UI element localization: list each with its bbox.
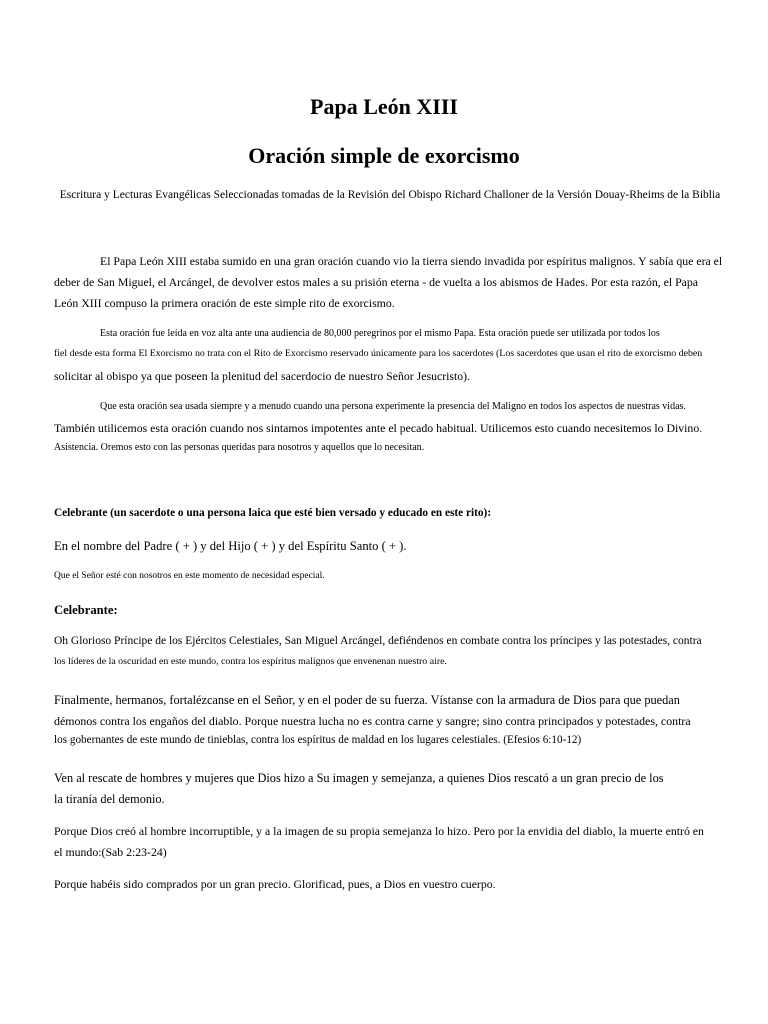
intro-p1-line-3: León XIII compuso la primera oración de este simple rito de exorcismo. — [54, 296, 395, 310]
ephesians-line-1: Finalmente, hermanos, fortalézcanse en el Señor, y en el poder de su fuerza. Vístanse con la armadura de Dios para que puedan — [54, 693, 680, 707]
response: Que el Señor esté con nosotros en este momento de necesidad especial. — [54, 571, 325, 581]
rescue-line-2: la tiranía del demonio. — [54, 792, 165, 806]
michael-line-2: los líderes de la oscuridad en este mundo, contra los espíritus malignos que envenenan nuestro aire. — [54, 656, 447, 667]
intro-p3-line-3: Asistencia. Oremos esto con las personas queridas para nosotros y aquellos que lo necesitan. — [54, 442, 425, 453]
pope-title: Papa León XIII — [310, 94, 458, 119]
subtitle: Escritura y Lecturas Evangélicas Seleccionadas tomadas de la Revisión del Obispo Richard Challoner de la Versión Douay-Rheims de la Biblia — [59, 189, 721, 201]
intro-p2-line-1: Esta oración fue leída en voz alta ante una audiencia de 80,000 peregrinos por el mismo Papa. Esta oración puede ser utilizada por todos los — [100, 328, 660, 339]
intro-p3-line-1: Que esta oración sea usada siempre y a menudo cuando una persona experimente la presencia del Maligno en todos los aspectos de nuestras vidas. — [100, 401, 686, 412]
corinthians-line: Porque habéis sido comprados por un gran precio. Glorificad, pues, a Dios en vuestro cuerpo. — [54, 877, 496, 891]
celebrant-header-2: Celebrante: — [54, 603, 118, 617]
ephesians-line-2: démonos contra los engaños del diablo. Porque nuestra lucha no es contra carne y sangre; sino contra principados y potestades, contra — [54, 714, 691, 728]
wisdom-line-1: Porque Dios creó al hombre incorruptible, y a la imagen de su propia semejanza lo hizo. Pero por la envidia del diablo, la muerte entró en — [54, 824, 704, 838]
page-title: Oración simple de exorcismo — [248, 143, 520, 168]
rescue-line-1: Ven al rescate de hombres y mujeres que Dios hizo a Su imagen y semejanza, a quienes Dios rescató a un gran precio de los — [54, 771, 664, 785]
invocation: En el nombre del Padre ( + ) y del Hijo ( + ) y del Espíritu Santo ( + ). — [54, 539, 407, 553]
michael-line-1: Oh Glorioso Príncipe de los Ejércitos Celestiales, San Miguel Arcángel, defiéndenos en combate contra los príncipes y las potestades, contra — [54, 635, 702, 647]
intro-p3-line-2: También utilicemos esta oración cuando nos sintamos impotentes ante el pecado habitual. Utilicemos esto cuando necesitemos lo Divino. — [54, 421, 703, 435]
ephesians-line-3: los gobernantes de este mundo de tinieblas, contra los espíritus de maldad en los lugares celestiales. (Efesios 6:10-12) — [54, 734, 582, 746]
celebrant-header-1: Celebrante (un sacerdote o una persona laica que esté bien versado y educado en este rito): — [54, 507, 492, 519]
intro-p1-line-2: deber de San Miguel, el Arcángel, de devolver estos males a su prisión eterna - de vuelta a los abismos de Hades. Por esta razón, el Papa — [54, 275, 699, 289]
wisdom-line-2: el mundo:(Sab 2:23-24) — [54, 845, 167, 859]
intro-p1-line-1: El Papa León XIII estaba sumido en una gran oración cuando vio la tierra siendo invadida por espíritus malignos. Y sabía que era el — [100, 254, 723, 268]
intro-p2-line-3: solicitar al obispo ya que poseen la plenitud del sacerdocio de nuestro Señor Jesucristo). — [54, 369, 471, 383]
intro-p2-line-2: fiel desde esta forma El Exorcismo no trata con el Rito de Exorcismo reservado únicamente para los sacerdotes (Los sacerdotes que usan el rito de exorcismo deben — [54, 348, 703, 359]
